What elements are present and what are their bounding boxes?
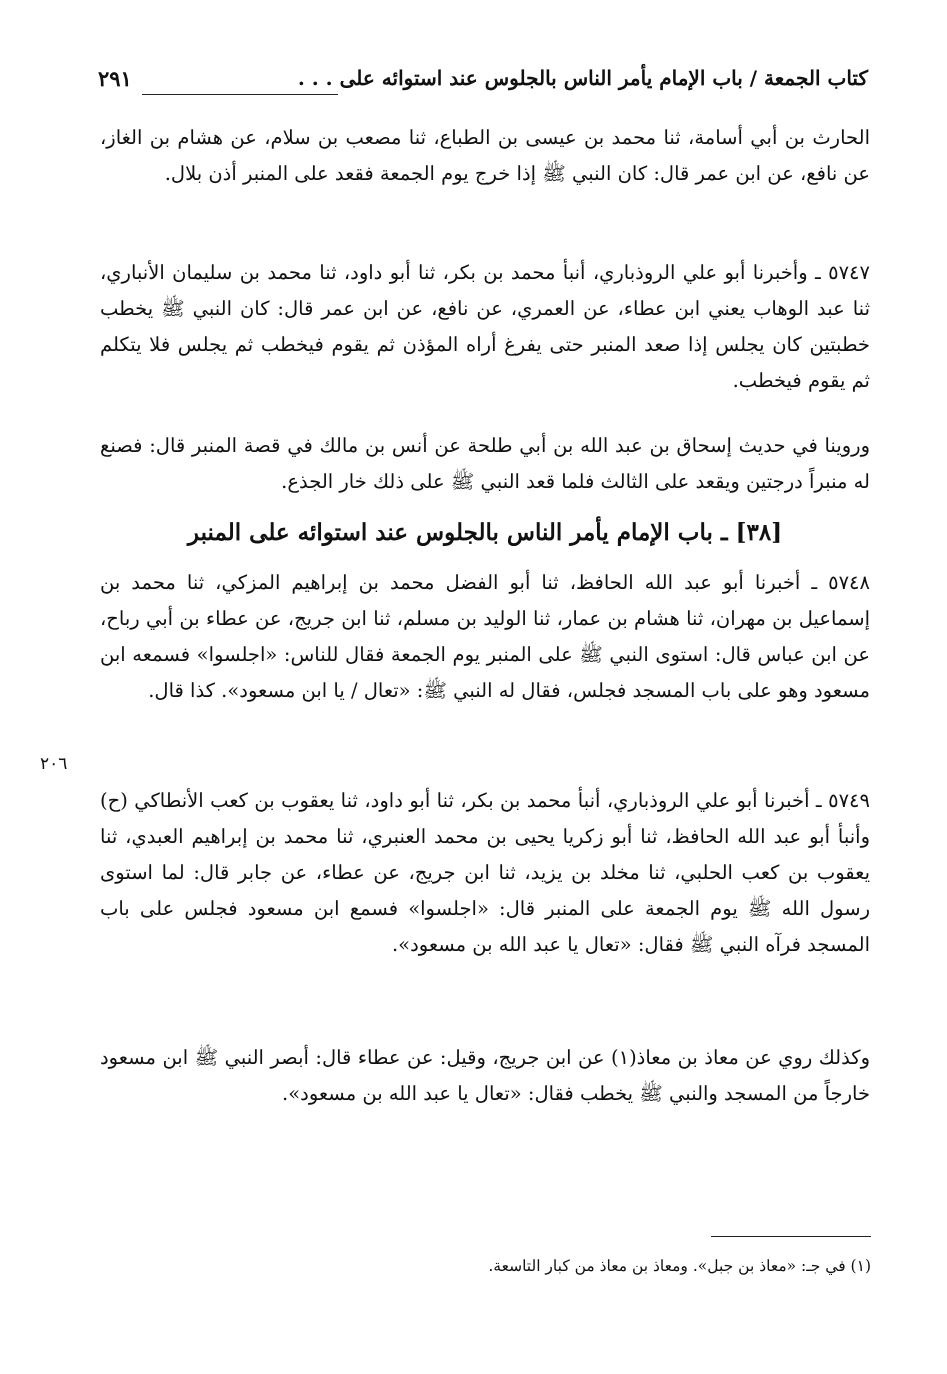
hadith-5749 [100,783,870,963]
paragraph-text: وكذلك روي عن معاذ بن معاذ(١) عن ابن جريج، وقيل: عن عطاء قال: أبصر النبي ﷺ ابن مسعود خارجاً من المسجد والنبي ﷺ يخطب فقال: «تعال يا عبد الله بن مسعود». [100,1046,871,1105]
paragraph-text: ٥٧٤٧ ـ وأخبرنا أبو علي الروذباري، أنبأ محمد بن بكر، ثنا أبو داود، ثنا محمد بن سليمان الأنباري، ثنا عبد الوهاب يعني ابن عطاء، عن العمري، عن نافع، عن ابن عمر قال: كان النبي ﷺ يخطب خطبتين كان يجلس إذا صعد المنبر حتى يفرغ أراه المؤذن ثم يقوم فيخطب ثم يجلس فلا يتكلم ثم يقوم فيخطب. [100,261,870,392]
footnote: (١) في جـ: «معاذ بن جبل». ومعاذ بن معاذ من كبار التاسعة. [488,1257,871,1275]
paragraph-text: وروينا في حديث إسحاق بن عبد الله بن أبي طلحة عن أنس بن مالك في قصة المنبر قال: فصنع له منبراً درجتين ويقعد على الثالث فلما قعد النبي ﷺ على ذلك خار الجذع. [100,434,870,493]
paragraph-text: الحارث بن أبي أسامة، ثنا محمد بن عيسى بن الطباع، ثنا مصعب بن سلام، عن هشام بن الغاز، عن نافع، عن ابن عمر قال: كان النبي ﷺ إذا خرج يوم الجمعة فقعد على المنبر أذن بلال. [100,126,870,185]
page-number: ٢٩١ [98,66,132,91]
hadith-5748 [100,565,870,709]
hadith-5747 [100,255,870,399]
header-rule [142,94,338,95]
commentary-paragraph-2 [100,1040,870,1112]
paragraph-continuation [100,120,870,192]
footnote-rule [711,1236,871,1237]
commentary-paragraph [100,428,870,500]
paragraph-text: ٥٧٤٩ ـ أخبرنا أبو علي الروذباري، أنبأ محمد بن بكر، ثنا أبو داود، ثنا يعقوب بن كعب الأنطاكي (ح) وأنبأ أبو عبد الله الحافظ، ثنا أبو زكريا يحيى بن محمد العنبري، ثنا محمد بن إبراهيم العبدي، ثنا يعقوب بن كعب الحلبي، ثنا مخلد بن يزيد، ثنا ابن جريج، عن عطاء، عن جابر قال: لما استوى رسول الله ﷺ يوم الجمعة على المنبر قال: «اجلسوا» فسمع ابن مسعود فجلس على باب المسجد فرآه النبي ﷺ فقال: «تعال يا عبد الله بن مسعود». [100,789,870,956]
paragraph-text: ٥٧٤٨ ـ أخبرنا أبو عبد الله الحافظ، ثنا أبو الفضل محمد بن إبراهيم المزكي، ثنا محمد بن إسماعيل بن مهران، ثنا هشام بن عمار، ثنا الوليد بن مسلم، ثنا ابن جريج، عن عطاء بن أبي رباح، عن ابن عباس قال: استوى النبي ﷺ على المنبر يوم الجمعة فقال للناس: «اجلسوا» فسمعه ابن مسعود وهو على باب المسجد فجلس، فقال له النبي ﷺ: «تعال / يا ابن مسعود». كذا قال. [100,571,870,702]
running-title: كتاب الجمعة / باب الإمام يأمر الناس بالجلوس عند استوائه على . . . [297,66,868,90]
page-header [98,66,868,106]
chapter-heading: [٣٨] ـ باب الإمام يأمر الناس بالجلوس عند استوائه على المنبر [187,519,783,546]
margin-reference: ٢٠٦ [40,754,68,774]
